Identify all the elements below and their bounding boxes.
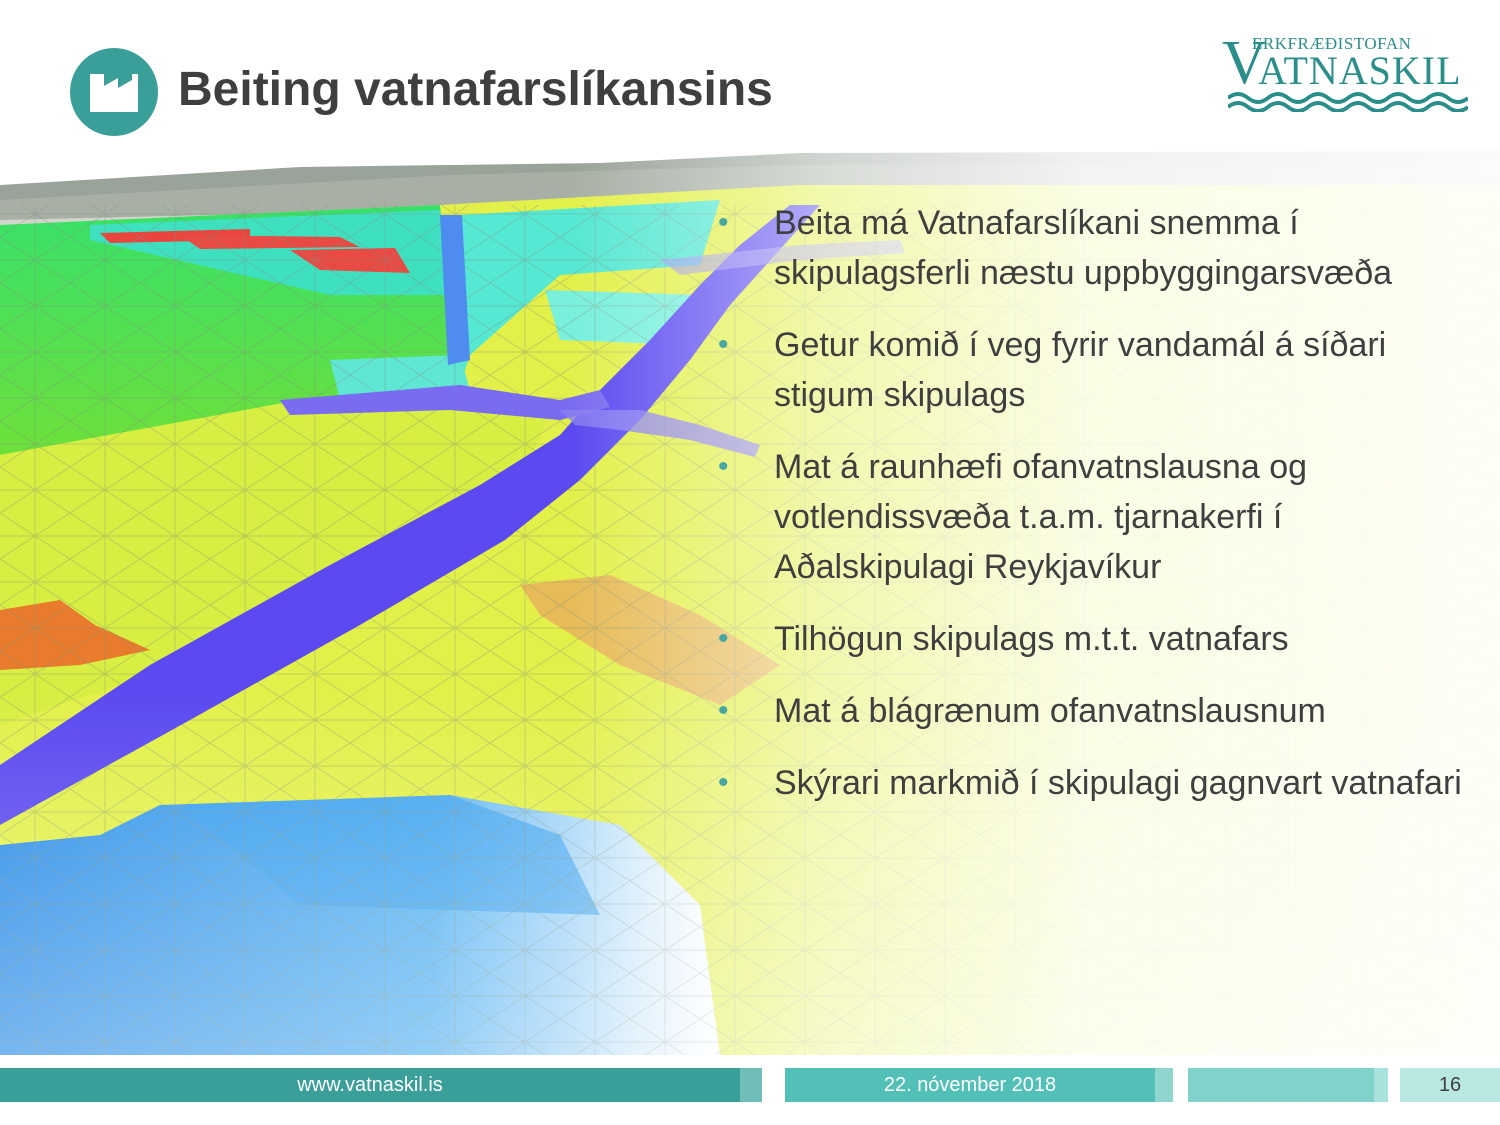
bullet-text: Mat á blágrænum ofanvatnslausnum — [774, 692, 1326, 730]
logo-initial: V — [1222, 29, 1267, 97]
footer-date: 22. nóvember 2018 — [883, 1074, 1057, 1096]
bullet-text: Tilhögun skipulags m.t.t. vatnafars — [774, 620, 1289, 658]
bullet-icon: • — [718, 694, 729, 727]
bullet-icon: • — [718, 206, 729, 239]
bullet-text: Skýrari markmið í skipulagi gagnvart vatnafari — [774, 764, 1462, 802]
bullet-text: Beita má Vatnafarslíkani snemma í skipulagsferli næstu uppbyggingarsvæða — [774, 204, 1393, 292]
footer-website[interactable]: www.vatnaskil.is — [297, 1074, 443, 1096]
page-number: 16 — [1438, 1074, 1462, 1096]
bullet-icon: • — [718, 450, 729, 483]
bullet-icon: • — [718, 622, 729, 655]
bullet-icon: • — [718, 328, 729, 361]
list-item — [712, 614, 1482, 664]
factory-icon — [70, 48, 158, 136]
list-item — [712, 442, 1482, 592]
footer-bar-accent — [740, 1068, 762, 1102]
bullet-text: Mat á raunhæfi ofanvatnslausna og votlendissvæða t.a.m. tjarnakerfi í Aðalskipulagi Reykjavíkur — [774, 448, 1308, 586]
company-logo — [1222, 30, 1468, 114]
logo-main-text: ATNASKIL — [1258, 48, 1462, 93]
page-title: Beiting vatnafarslíkansins — [178, 63, 773, 116]
logo-waves-icon — [1228, 90, 1468, 112]
bullet-icon: • — [718, 766, 729, 799]
list-item — [712, 758, 1482, 808]
footer-bar-blank — [1188, 1068, 1374, 1102]
footer-bar-accent — [1155, 1068, 1173, 1102]
bullet-list — [712, 198, 1482, 830]
logo-top-text: ERKFRÆÐISTOFAN — [1252, 34, 1412, 53]
list-item — [712, 320, 1482, 420]
bullet-text: Getur komið í veg fyrir vandamál á síðari stigum skipulags — [774, 326, 1387, 414]
list-item — [712, 686, 1482, 736]
list-item — [712, 198, 1482, 298]
footer-bar-accent — [1374, 1068, 1388, 1102]
